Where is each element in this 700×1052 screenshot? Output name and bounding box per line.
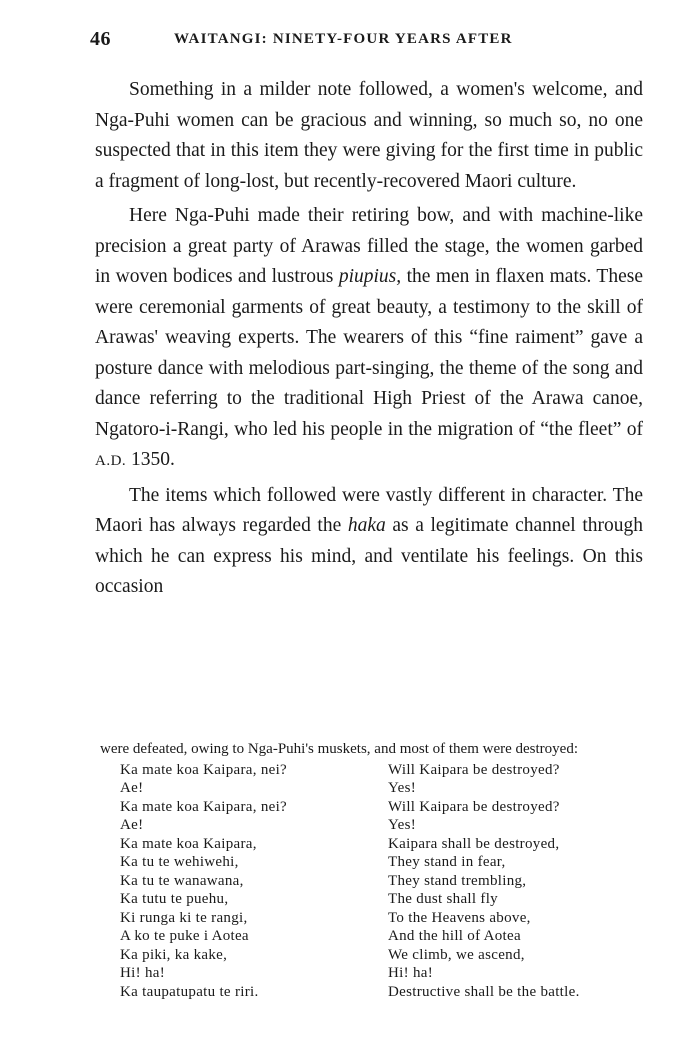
- paragraph-2-part-a: Here Nga-Puhi made their retiring bow, and with machine-like precision a great party of Arawas filled the stage, the women garbed in woven bodices and lustrous: [95, 205, 643, 287]
- chant-english-line: Will Kaipara be destroyed?: [388, 798, 560, 815]
- chant-english-line: And the hill of Aotea: [388, 928, 521, 944]
- chant-maori-line: Ka mate koa Kaipara, nei?: [120, 798, 287, 815]
- chant-english-line: We climb, we ascend,: [388, 946, 525, 963]
- chant-english-line: Destructive shall be the battle.: [388, 983, 580, 1000]
- chant-english-line: Hi! ha!: [388, 965, 433, 981]
- chant-maori-line: Ka tutu te puehu,: [120, 891, 229, 907]
- paragraph-2: [95, 201, 643, 477]
- chant-maori-line: Ka taupatupatu te riri.: [120, 983, 259, 1000]
- chant-maori-line: Hi! ha!: [120, 965, 165, 981]
- chant-english-line: They stand in fear,: [388, 854, 506, 870]
- chant-english-line: They stand trembling,: [388, 872, 527, 889]
- paragraph-2-ad: A.D.: [95, 453, 127, 469]
- chant-english-line: To the Heavens above,: [388, 909, 531, 926]
- chant-maori-line: A ko te puke i Aotea: [120, 928, 249, 944]
- paragraph-3-part-a: The items which followed were vastly different in character. The Maori has always regarded the: [95, 484, 643, 536]
- chant-table: [120, 761, 648, 1002]
- chant-maori-line: Ae!: [120, 817, 144, 833]
- chant-maori-line: Ae!: [120, 780, 144, 796]
- page-header: [90, 28, 645, 58]
- chant-english-line: Yes!: [388, 817, 417, 833]
- footnote-intro: were defeated, owing to Nga-Puhi's muskets, and most of them were destroyed:: [100, 741, 579, 757]
- paragraph-3-part-b: as a legitimate channel through which he can express his mind, and ventilate his feelings. On this occasion: [95, 515, 643, 597]
- footnote: [100, 740, 648, 1001]
- chant-maori-line: Ka tu te wehiwehi,: [120, 854, 239, 870]
- chant-english-line: Yes!: [388, 780, 417, 796]
- body-text: [95, 75, 643, 603]
- chant-maori-line: Ka mate koa Kaipara, nei?: [120, 761, 287, 778]
- chant-english-line: Will Kaipara be destroyed?: [388, 761, 560, 778]
- chant-maori-line: Ka tu te wanawana,: [120, 872, 244, 889]
- running-head: WAITANGI: NINETY-FOUR YEARS AFTER: [174, 31, 513, 47]
- paragraph-2-part-c: 1350.: [126, 449, 175, 470]
- page-number: 46: [90, 28, 111, 50]
- chant-maori-line: Ka mate koa Kaipara,: [120, 835, 257, 852]
- paragraph-1: Something in a milder note followed, a women's welcome, and Nga-Puhi women can be gracious and winning, so much so, no one suspected that in this item they were giving for the first time in public a fragment of long-lost, but recently-recovered Maori culture.: [95, 79, 643, 192]
- paragraph-2-part-b: the men in flaxen mats. These were ceremonial garments of great beauty, a testimony to the skill of Arawas' weaving experts. The wearers of this “fine raiment” gave a posture dance with melodious part-singing, the theme of the song and dance referring to the traditional High Priest of the Arawa canoe, Ngatoro-i-Rangi, who led his people in the migration of “the fleet” of: [95, 266, 643, 440]
- paragraph-3-italic: haka: [347, 515, 386, 536]
- chant-english-line: The dust shall fly: [388, 891, 498, 907]
- chant-maori-line: Ki runga ki te rangi,: [120, 909, 248, 926]
- paragraph-2-italic: piupius,: [338, 266, 402, 287]
- chant-english-line: Kaipara shall be destroyed,: [388, 835, 560, 852]
- paragraph-3: [95, 481, 643, 603]
- chant-maori-line: Ka piki, ka kake,: [120, 946, 228, 963]
